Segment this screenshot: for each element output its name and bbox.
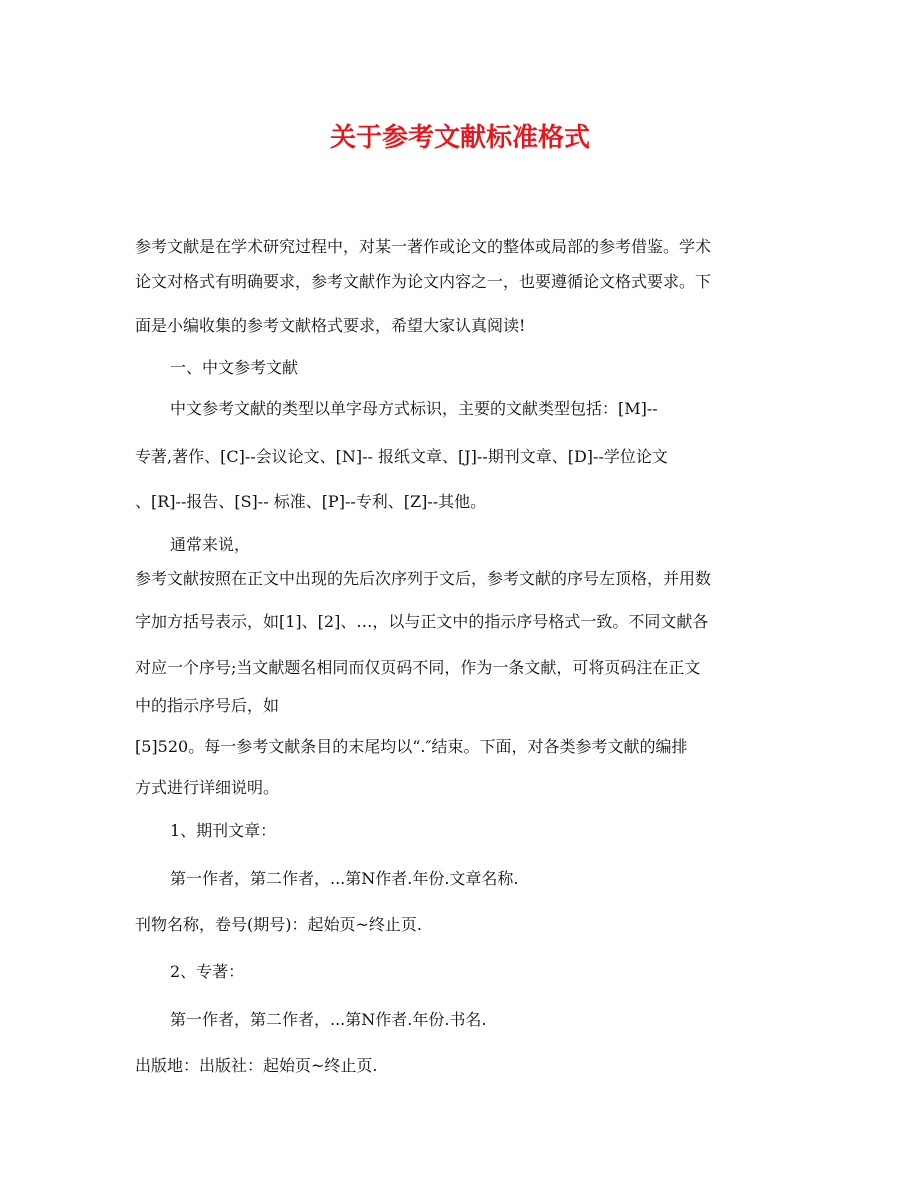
document-title: 关于参考文献标准格式 <box>329 123 590 153</box>
monograph-format-line-1: 第一作者，第二作者，...第N作者.年份.书名. <box>170 1010 487 1029</box>
order-line-1: 参考文献按照在正文中出现的先后次序列于文后，参考文献的序号左顶格，并用数 <box>135 569 712 588</box>
journal-heading: 1、期刊文章： <box>170 821 277 840</box>
monograph-format-line-2: 出版地：出版社：起始页~终止页. <box>135 1056 378 1075</box>
order-line-6: 方式进行详细说明。 <box>135 778 280 797</box>
journal-format-line-1: 第一作者，第二作者，...第N作者.年份.文章名称. <box>170 869 519 888</box>
journal-format-line-2: 刊物名称，卷号(期号)：起始页~终止页. <box>135 915 422 934</box>
order-line-5: [5]520。每一参考文献条目的末尾均以“.″结束。下面，对各类参考文献的编排 <box>135 737 688 756</box>
types-line-3: 、[R]--报告、[S]-- 标准、[P]--专利、[Z]--其他。 <box>135 492 487 511</box>
order-line-4: 中的指示序号后，如 <box>135 696 280 715</box>
section-heading-chinese-references: 一、中文参考文献 <box>170 358 299 377</box>
order-line-3: 对应一个序号;当文献题名相同而仅页码不同，作为一条文献，可将页码注在正文 <box>135 658 701 677</box>
order-line-2: 字加方括号表示，如[1]、[2]、…，以与正文中的指示序号格式一致。不同文献各 <box>135 612 709 631</box>
intro-line-2: 论文对格式有明确要求，参考文献作为论文内容之一，也要遵循论文格式要求。下 <box>135 272 712 291</box>
intro-line-3: 面是小编收集的参考文献格式要求，希望大家认真阅读! <box>135 316 526 335</box>
generally-line: 通常来说， <box>170 535 251 554</box>
intro-line-1: 参考文献是在学术研究过程中，对某一著作或论文的整体或局部的参考借鉴。学术 <box>135 237 712 256</box>
types-line-2: 专著,著作、[C]--会议论文、[N]-- 报纸文章、[J]--期刊文章、[D]--学位论文 <box>135 447 668 466</box>
types-line-1: 中文参考文献的类型以单字母方式标识，主要的文献类型包括：[M]-- <box>170 399 658 418</box>
monograph-heading: 2、专著： <box>170 962 245 981</box>
